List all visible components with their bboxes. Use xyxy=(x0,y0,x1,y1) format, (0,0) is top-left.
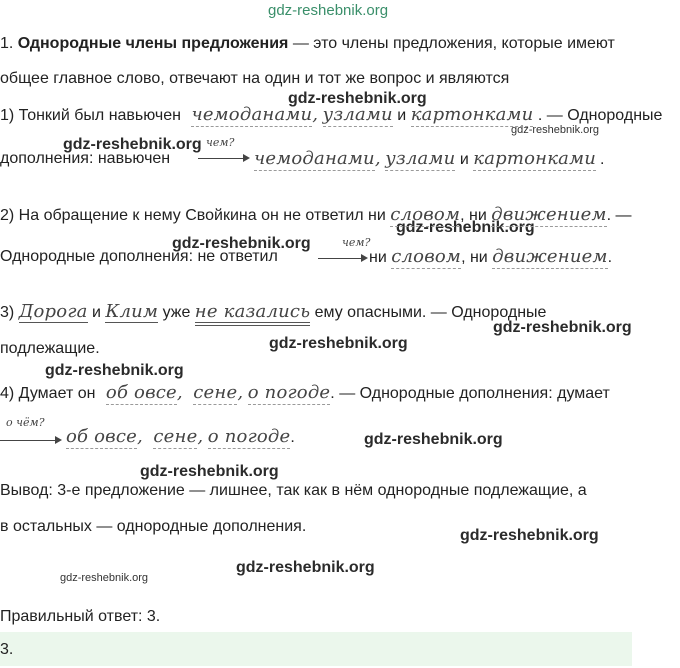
conjunction: , ни xyxy=(460,207,487,224)
watermark: gdz-reshebnik.org xyxy=(288,90,427,107)
sentence-3-tail: ему опасными. — Однородные xyxy=(314,304,547,321)
sentence-4-line-1 xyxy=(0,382,610,403)
conclusion-line-1: Вывод: 3-е предложение — лишнее, так как в нём однородные подлежащие, а xyxy=(0,482,587,499)
sentence-2-line-1 xyxy=(0,204,632,225)
watermark: gdz-reshebnik.org xyxy=(460,527,599,544)
homogeneous-word: словом xyxy=(390,204,461,225)
answer-box xyxy=(0,632,632,666)
watermark: gdz-reshebnik.org xyxy=(60,572,149,584)
period: . xyxy=(290,429,295,446)
question-label: о чём? xyxy=(6,416,45,429)
arrow-line xyxy=(198,158,244,159)
homogeneous-word: сене xyxy=(153,426,198,447)
definition-line-1 xyxy=(0,35,615,53)
conclusion-line-2: в остальных — однородные дополнения. xyxy=(0,518,307,535)
definition-text: — это члены предложения, которые имеют xyxy=(288,35,615,52)
sentence-2-line-2 xyxy=(0,248,278,266)
homogeneous-word: картонками xyxy=(473,148,597,169)
answer-text: Правильный ответ: 3. xyxy=(0,608,161,625)
watermark: gdz-reshebnik.org xyxy=(172,235,311,252)
sentence-3-mid: уже xyxy=(162,304,191,321)
conjunction: и xyxy=(397,107,407,124)
homogeneous-word: об овсе xyxy=(105,382,177,403)
watermark: gdz-reshebnik.org xyxy=(511,124,600,136)
arrow-line xyxy=(0,440,56,441)
conjunction: и xyxy=(459,151,469,168)
sentence-1-tail: . — Однородные xyxy=(537,107,663,124)
watermark-top: gdz-reshebnik.org xyxy=(268,2,389,19)
arrow-line xyxy=(318,258,362,259)
watermark: gdz-reshebnik.org xyxy=(269,335,408,352)
comma: , xyxy=(237,382,244,403)
homogeneous-word: картонками xyxy=(410,104,534,125)
watermark: gdz-reshebnik.org xyxy=(45,362,184,379)
sentence-2-line-2-words xyxy=(369,246,612,267)
homogeneous-word: об овсе xyxy=(66,426,137,447)
subject-word: Клим xyxy=(105,301,159,322)
item-number: 1. xyxy=(0,35,14,52)
watermark: gdz-reshebnik.org xyxy=(236,559,375,576)
predicate-word: не казались xyxy=(195,301,310,326)
sentence-2-lead: 2) На обращение к нему Свойкина он не ответил ни xyxy=(0,207,386,224)
watermark: gdz-reshebnik.org xyxy=(493,319,632,336)
question-arrow xyxy=(198,138,250,162)
homogeneous-word: о погоде xyxy=(207,426,291,447)
watermark: gdz-reshebnik.org xyxy=(396,219,535,236)
conjunction: , ни xyxy=(461,249,488,266)
question-label: чем? xyxy=(206,136,235,149)
subject-word: Дорога xyxy=(18,301,88,322)
watermark: gdz-reshebnik.org xyxy=(63,136,202,153)
homogeneous-word: чемоданами xyxy=(254,148,375,169)
term-heading: Однородные члены предложения xyxy=(17,35,289,52)
homogeneous-word: словом xyxy=(391,246,462,267)
sentence-2-tail: . — xyxy=(606,207,632,224)
arrow-head xyxy=(55,436,62,444)
sentence-3-line-1 xyxy=(0,301,546,322)
sentence-3-number: 3) xyxy=(0,304,15,321)
sentence-1-line-2-words xyxy=(254,148,604,169)
conjunction: и xyxy=(92,304,101,321)
sentence-4-tail: . — Однородные дополнения: думает xyxy=(330,385,610,402)
sentence-1-line-1 xyxy=(0,104,662,125)
sentence-3-line-2: подлежащие. xyxy=(0,340,100,357)
homogeneous-word: о погоде xyxy=(247,382,331,403)
question-label: чем? xyxy=(342,236,371,249)
question-arrow xyxy=(0,418,64,446)
watermark: gdz-reshebnik.org xyxy=(140,463,279,480)
sentence-4-line-2-words xyxy=(66,426,295,447)
homogeneous-word: узлами xyxy=(385,148,456,169)
comma: , xyxy=(176,382,183,403)
arrow-head xyxy=(361,254,368,262)
homogeneous-word: узлами xyxy=(322,104,393,125)
sentence-2-line-2-lead: Однородные дополнения: не ответил xyxy=(0,248,278,265)
homogeneous-word: чемоданами xyxy=(191,104,313,125)
question-arrow xyxy=(318,236,371,262)
sentence-1-line-2-lead: дополнения: навьючен xyxy=(0,150,171,167)
period: . xyxy=(600,151,605,168)
particle: ни xyxy=(369,249,387,266)
homogeneous-word: движением xyxy=(492,246,608,267)
homogeneous-word: сене xyxy=(193,382,238,403)
comma: , xyxy=(137,426,143,447)
period: . xyxy=(607,249,613,266)
definition-line-2: общее главное слово, отвечают на один и тот же вопрос и являются xyxy=(0,70,510,87)
watermark: gdz-reshebnik.org xyxy=(364,431,503,448)
arrow-head xyxy=(243,154,250,162)
answer-box-value: 3. xyxy=(0,641,14,658)
homogeneous-word: движением xyxy=(491,204,607,225)
sentence-4-lead: 4) Думает он xyxy=(0,385,96,402)
comma: , xyxy=(197,426,204,447)
sentence-1-lead: 1) Тонкий был навьючен xyxy=(0,107,181,124)
comma: , xyxy=(374,148,381,169)
sentence-1-line-2 xyxy=(0,150,170,168)
comma: , xyxy=(312,104,319,125)
